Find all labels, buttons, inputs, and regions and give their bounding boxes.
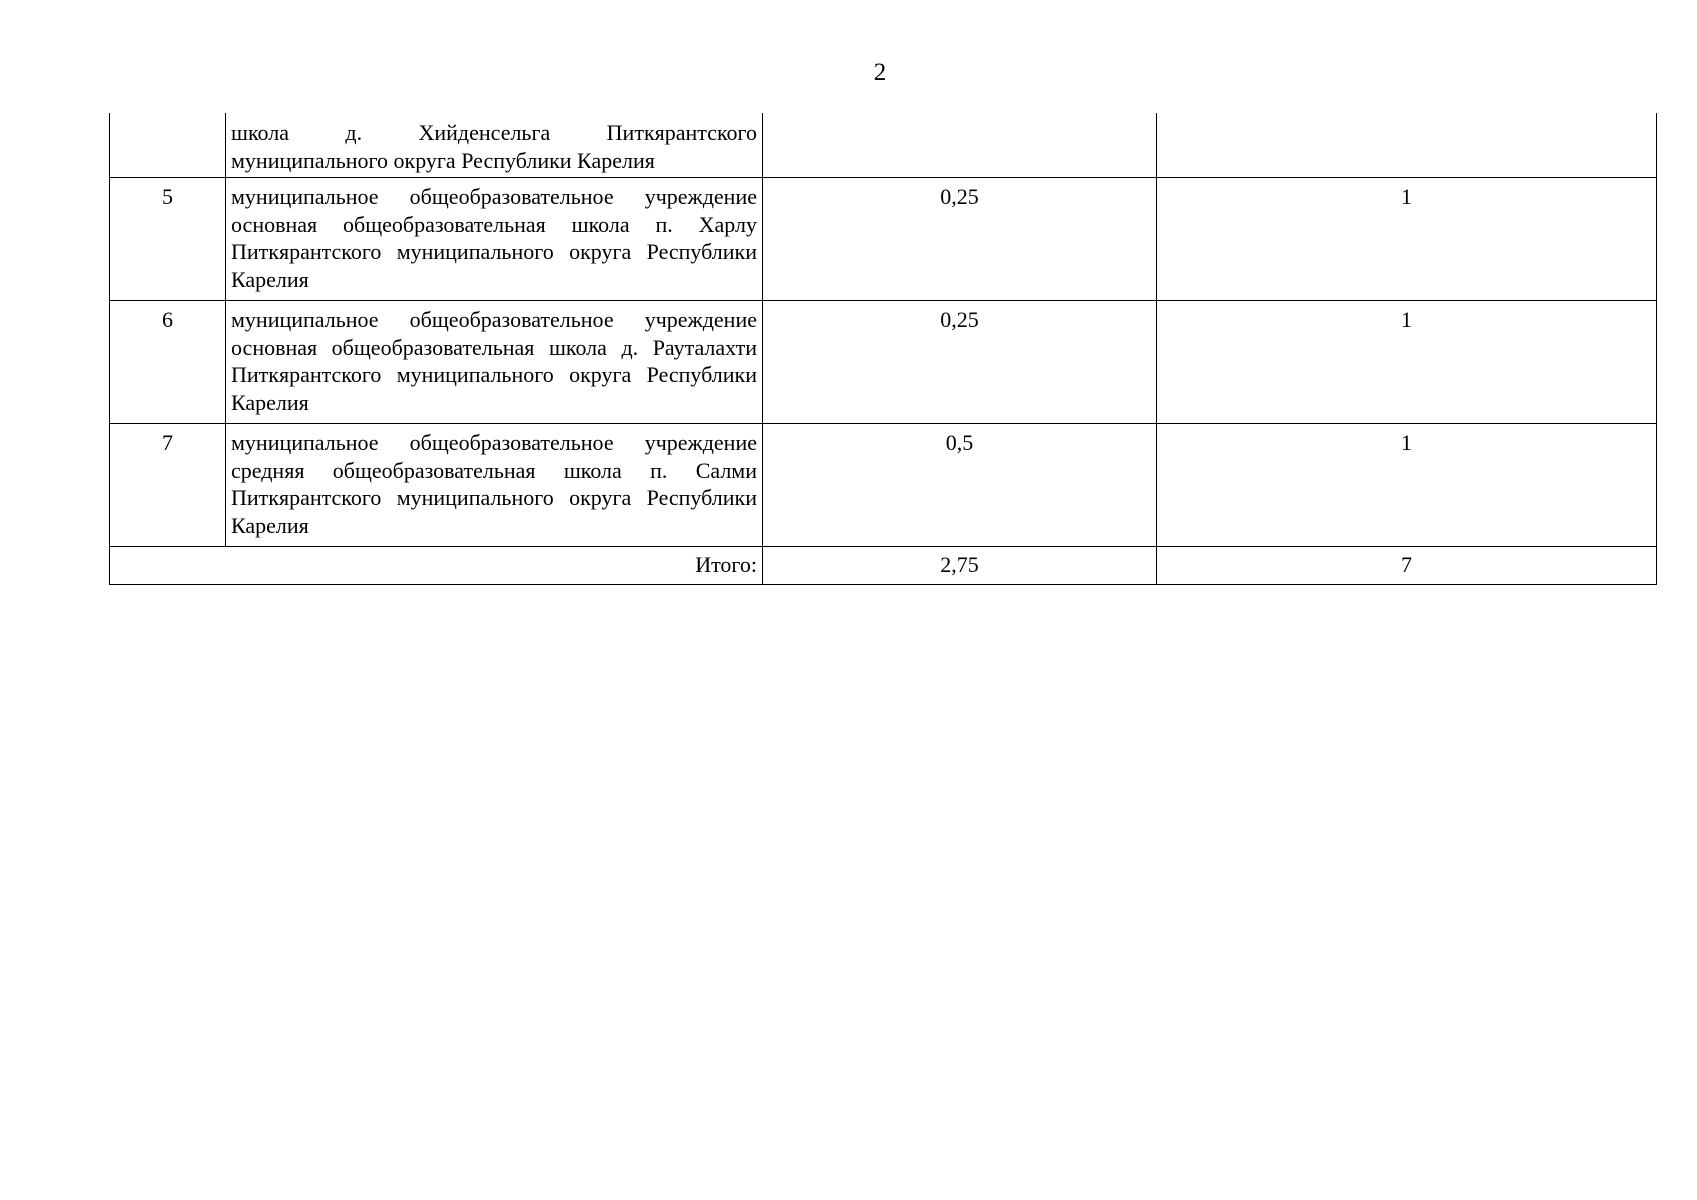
row-number-cell: 6 (110, 301, 226, 424)
rate-cell: 0,5 (763, 424, 1157, 547)
rate-cell: 0,25 (763, 178, 1157, 301)
table-row (110, 424, 1657, 547)
row-number-cell: 7 (110, 424, 226, 547)
staffing-table (109, 113, 1657, 585)
count-cell: 1 (1157, 178, 1657, 301)
total-label: Итого: (110, 547, 763, 585)
page-number: 2 (873, 59, 887, 86)
count-cell (1157, 113, 1657, 178)
total-count-cell: 7 (1157, 547, 1657, 585)
total-row (110, 547, 1657, 585)
rate-cell (763, 113, 1157, 178)
institution-name-cell: школа д. Хийденсельга Питкярантского муниципального округа Республики Карелия (226, 113, 763, 178)
total-rate-cell: 2,75 (763, 547, 1157, 585)
row-number-cell: 5 (110, 178, 226, 301)
count-cell: 1 (1157, 301, 1657, 424)
table-row (110, 178, 1657, 301)
rate-cell: 0,25 (763, 301, 1157, 424)
table-row-continuation (110, 113, 1657, 178)
institution-name-cell: муниципальное общеобразовательное учреждение средняя общеобразовательная школа п. Салми Питкярантского муниципального округа Республики Карелия (226, 424, 763, 547)
row-number-cell (110, 113, 226, 178)
count-cell: 1 (1157, 424, 1657, 547)
institution-name-cell: муниципальное общеобразовательное учреждение основная общеобразовательная школа п. Харлу Питкярантского муниципального округа Республики Карелия (226, 178, 763, 301)
table-row (110, 301, 1657, 424)
institution-name-cell: муниципальное общеобразовательное учреждение основная общеобразовательная школа д. Рауталахти Питкярантского муниципального округа Республики Карелия (226, 301, 763, 424)
